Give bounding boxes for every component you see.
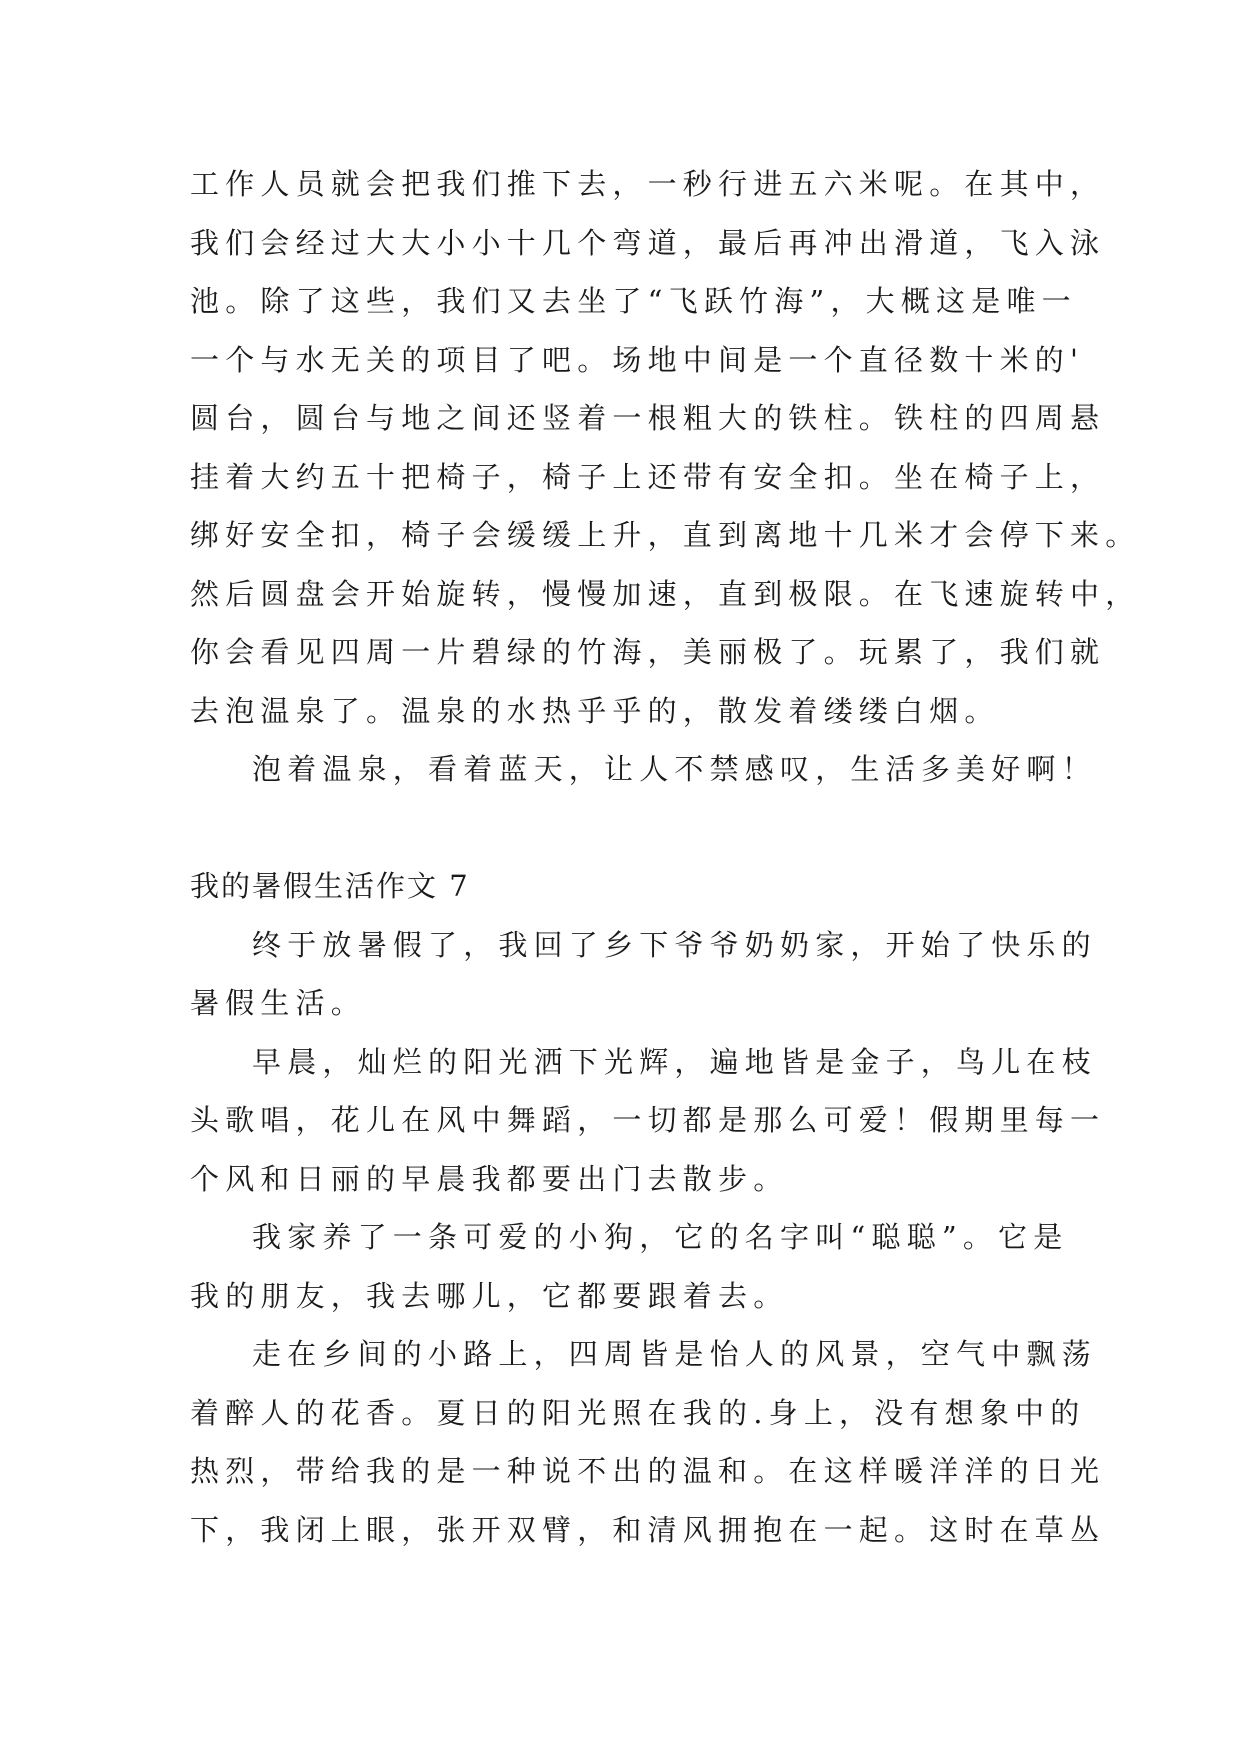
body-line: 绑好安全扣，椅子会缓缓上升，直到离地十几米才会停下来。 <box>190 518 1141 552</box>
body-line: 走在乡间的小路上，四周皆是怡人的风景，空气中飘荡 <box>252 1337 1097 1371</box>
body-line: 一个与水无关的项目了吧。场地中间是一个直径数十米的' <box>190 342 1085 377</box>
body-line: 终于放暑假了，我回了乡下爷爷奶奶家，开始了快乐的 <box>252 927 1097 962</box>
body-line: 然后圆盘会开始旋转，慢慢加速，直到极限。在飞速旋转中， <box>190 576 1141 611</box>
body-line: 暑假生活。 <box>190 986 367 1020</box>
body-line: 我们会经过大大小小十几个弯道，最后再冲出滑道，飞入泳 <box>190 225 1106 260</box>
body-line: 我的朋友，我去哪儿，它都要跟着去。 <box>190 1278 789 1313</box>
body-line: 头歌唱，花儿在风中舞蹈，一切都是那么可爱！假期里每一 <box>190 1103 1106 1137</box>
body-line: 圆台，圆台与地之间还竖着一根粗大的铁柱。铁柱的四周悬 <box>190 401 1106 435</box>
closing-line: 泡着温泉，看着蓝天，让人不禁感叹，生活多美好啊！ <box>252 752 1097 786</box>
body-line: 去泡温泉了。温泉的水热乎乎的，散发着缕缕白烟。 <box>190 693 1000 728</box>
body-line: 我家养了一条可爱的小狗，它的名字叫“聪聪”。它是 <box>252 1220 1069 1254</box>
body-line: 热烈，带给我的是一种说不出的温和。在这样暖洋洋的日光 <box>190 1454 1106 1488</box>
body-line: 早晨，灿烂的阳光洒下光辉，遍地皆是金子，鸟儿在枝 <box>252 1044 1097 1079</box>
essay-title: 我的暑假生活作文 7 <box>190 869 470 903</box>
body-line: 着醉人的花香。夏日的阳光照在我的.身上，没有想象中的 <box>190 1395 1086 1430</box>
body-line: 工作人员就会把我们推下去，一秒行进五六米呢。在其中， <box>190 167 1106 201</box>
document-page <box>190 155 1141 1559</box>
body-line: 下，我闭上眼，张开双臂，和清风拥抱在一起。这时在草丛 <box>190 1512 1106 1547</box>
body-line: 池。除了这些，我们又去坐了“飞跃竹海”，大概这是唯一 <box>190 284 1077 318</box>
body-line: 你会看见四周一片碧绿的竹海，美丽极了。玩累了，我们就 <box>190 635 1106 669</box>
body-line: 个风和日丽的早晨我都要出门去散步。 <box>190 1161 789 1196</box>
section-gap <box>190 799 1070 858</box>
body-line: 挂着大约五十把椅子，椅子上还带有安全扣。坐在椅子上， <box>190 459 1106 494</box>
